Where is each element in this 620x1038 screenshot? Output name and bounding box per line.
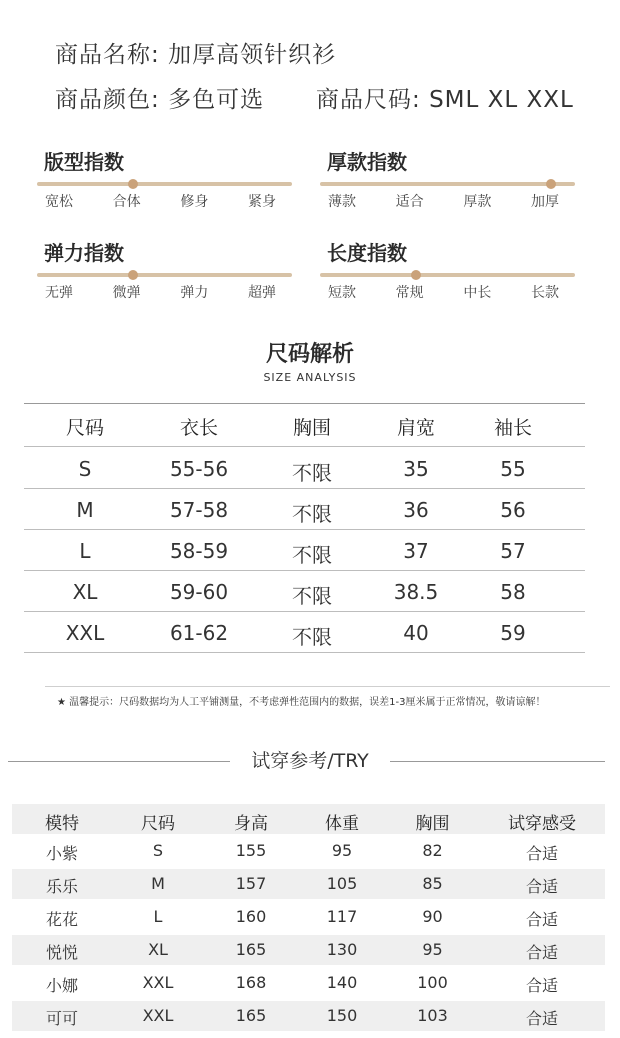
- size-table-cell: 55-56: [169, 457, 229, 481]
- size-table-top-rule: [24, 403, 585, 404]
- product-color-row: [55, 81, 264, 114]
- size-table-cell: 59: [500, 621, 526, 645]
- size-table-header: 尺码: [65, 417, 104, 439]
- size-table-cell: 35: [403, 457, 429, 481]
- try-table-cell: M: [151, 874, 165, 893]
- try-table-cell: 小紫: [45, 844, 78, 863]
- product-color-value: 多色可选: [168, 87, 265, 113]
- try-table-cell: 117: [326, 907, 358, 926]
- try-divider-left: [8, 761, 230, 762]
- try-table-cell: 可可: [45, 1009, 78, 1028]
- try-on-title: 试穿参考/TRY: [251, 750, 369, 772]
- try-table-cell: 155: [235, 841, 267, 860]
- size-table-cell: S: [78, 457, 92, 481]
- index-level-label: 合体: [112, 194, 141, 210]
- try-table-cell: 合适: [525, 976, 558, 995]
- product-size-value: SML XL XXL: [429, 87, 574, 113]
- size-table-cell: 55: [500, 457, 526, 481]
- size-table-cell: 61-62: [169, 621, 229, 645]
- try-table-cell: 花花: [45, 910, 78, 929]
- index-marker: [128, 270, 138, 280]
- size-table-rule: [24, 529, 585, 530]
- try-table-cell: 157: [235, 874, 267, 893]
- try-table-cell: 100: [417, 973, 448, 992]
- try-table-cell: 合适: [525, 1009, 558, 1028]
- try-table-cell: 85: [422, 874, 443, 893]
- try-table-cell: 82: [422, 841, 443, 860]
- size-table-cell: M: [76, 498, 94, 522]
- try-table-cell: 90: [422, 907, 443, 926]
- try-table-cell: XXL: [142, 973, 174, 992]
- index-bar: [37, 273, 292, 277]
- try-table-cell: 105: [326, 874, 358, 893]
- try-table-cell: 165: [235, 1006, 267, 1025]
- index-marker: [411, 270, 421, 280]
- try-table-cell: XXL: [142, 1006, 174, 1025]
- product-color-label: 商品颜色:: [55, 87, 160, 113]
- index-title: 版型指数: [44, 150, 124, 174]
- product-name-label: 商品名称:: [55, 42, 160, 68]
- measurement-note: ★ 温馨提示：尺码数据均为人工平铺测量，不考虑弹性范围内的数据，误差1-3厘米属于正常情况，敬请谅解！: [57, 697, 546, 708]
- index-title: 弹力指数: [44, 241, 124, 265]
- index-bar: [320, 273, 575, 277]
- size-table-cell: 57-58: [169, 498, 229, 522]
- index-level-label: 厚款: [463, 194, 492, 210]
- size-table-cell: 56: [500, 498, 526, 522]
- try-table-cell: 合适: [525, 844, 558, 863]
- size-table-cell: 58-59: [169, 539, 229, 563]
- try-table-cell: L: [153, 907, 163, 926]
- size-table-cell: 36: [403, 498, 429, 522]
- size-table-cell: XL: [72, 580, 98, 604]
- index-level-label: 修身: [180, 194, 209, 210]
- size-table-header: 衣长: [179, 417, 218, 439]
- index-level-label: 弹力: [180, 285, 209, 301]
- try-table-header: 模特: [45, 814, 79, 834]
- size-table-header: 袖长: [493, 417, 532, 439]
- try-table-cell: 168: [235, 973, 267, 992]
- index-level-label: 无弹: [45, 285, 73, 301]
- size-table-cell: 58: [500, 580, 526, 604]
- index-level-label: 薄款: [328, 194, 356, 210]
- index-title: 长度指数: [327, 241, 407, 265]
- size-table-cell: 不限: [292, 543, 332, 567]
- size-table-cell: 不限: [292, 502, 332, 526]
- index-level-label: 长款: [531, 285, 559, 301]
- try-table-cell: 合适: [525, 877, 558, 896]
- index-level-label: 宽松: [45, 194, 73, 210]
- product-size-label: 商品尺码:: [316, 87, 421, 113]
- try-table-cell: 合适: [525, 943, 558, 962]
- size-table-cell: 57: [500, 539, 526, 563]
- product-size-row: [316, 81, 574, 114]
- try-table-cell: 小娜: [45, 976, 78, 995]
- try-table-cell: 95: [422, 940, 443, 959]
- try-table-cell: 140: [326, 973, 358, 992]
- index-level-label: 紧身: [248, 194, 276, 210]
- try-table-header: 尺码: [141, 814, 175, 834]
- try-table-cell: 乐乐: [45, 877, 78, 896]
- size-table-cell: 59-60: [169, 580, 229, 604]
- try-table-header: 试穿感受: [508, 814, 576, 834]
- try-table-cell: XL: [148, 940, 168, 959]
- index-marker: [546, 179, 556, 189]
- try-table-cell: 悦悦: [45, 943, 78, 962]
- size-table-header: 肩宽: [396, 417, 435, 439]
- index-level-label: 微弹: [112, 285, 141, 301]
- try-table-header: 胸围: [415, 814, 450, 834]
- size-table-rule: [24, 570, 585, 571]
- size-table-rule: [24, 652, 585, 653]
- try-table-cell: 150: [326, 1006, 358, 1025]
- index-level-label: 中长: [463, 285, 492, 301]
- try-table-cell: 165: [235, 940, 267, 959]
- try-table-cell: 130: [326, 940, 358, 959]
- index-level-label: 短款: [328, 285, 356, 301]
- index-level-label: 适合: [395, 194, 424, 210]
- note-rule: [45, 686, 610, 687]
- try-table-cell: 103: [417, 1006, 448, 1025]
- try-table-cell: 160: [235, 907, 267, 926]
- size-table-cell: 38.5: [393, 580, 439, 604]
- try-table-cell: 95: [331, 841, 353, 860]
- size-table-cell: 不限: [292, 625, 332, 649]
- index-title: 厚款指数: [327, 150, 407, 174]
- product-name-row: [55, 36, 336, 69]
- size-table-cell: 不限: [292, 461, 332, 485]
- product-name-value: 加厚高领针织衫: [168, 42, 337, 68]
- size-table-cell: 不限: [292, 584, 332, 608]
- size-table-cell: XXL: [65, 621, 105, 645]
- size-analysis-title: 尺码解析: [265, 342, 354, 367]
- size-table-rule: [24, 446, 585, 447]
- size-table-cell: 37: [403, 539, 429, 563]
- size-table-rule: [24, 611, 585, 612]
- try-table-cell: S: [152, 841, 164, 860]
- index-level-label: 加厚: [531, 194, 559, 210]
- size-analysis-subtitle: SIZE ANALYSIS: [263, 371, 357, 384]
- index-marker: [128, 179, 138, 189]
- index-level-label: 常规: [395, 285, 424, 301]
- size-table-cell: L: [79, 539, 91, 563]
- try-table-header: 身高: [234, 814, 268, 834]
- size-table-rule: [24, 488, 585, 489]
- size-table-cell: 40: [403, 621, 429, 645]
- index-bar: [320, 182, 575, 186]
- try-divider-right: [390, 761, 605, 762]
- try-table-header: 体重: [325, 814, 359, 834]
- index-bar: [37, 182, 292, 186]
- size-table-header: 胸围: [292, 417, 331, 439]
- try-table-cell: 合适: [525, 910, 558, 929]
- index-level-label: 超弹: [248, 285, 276, 301]
